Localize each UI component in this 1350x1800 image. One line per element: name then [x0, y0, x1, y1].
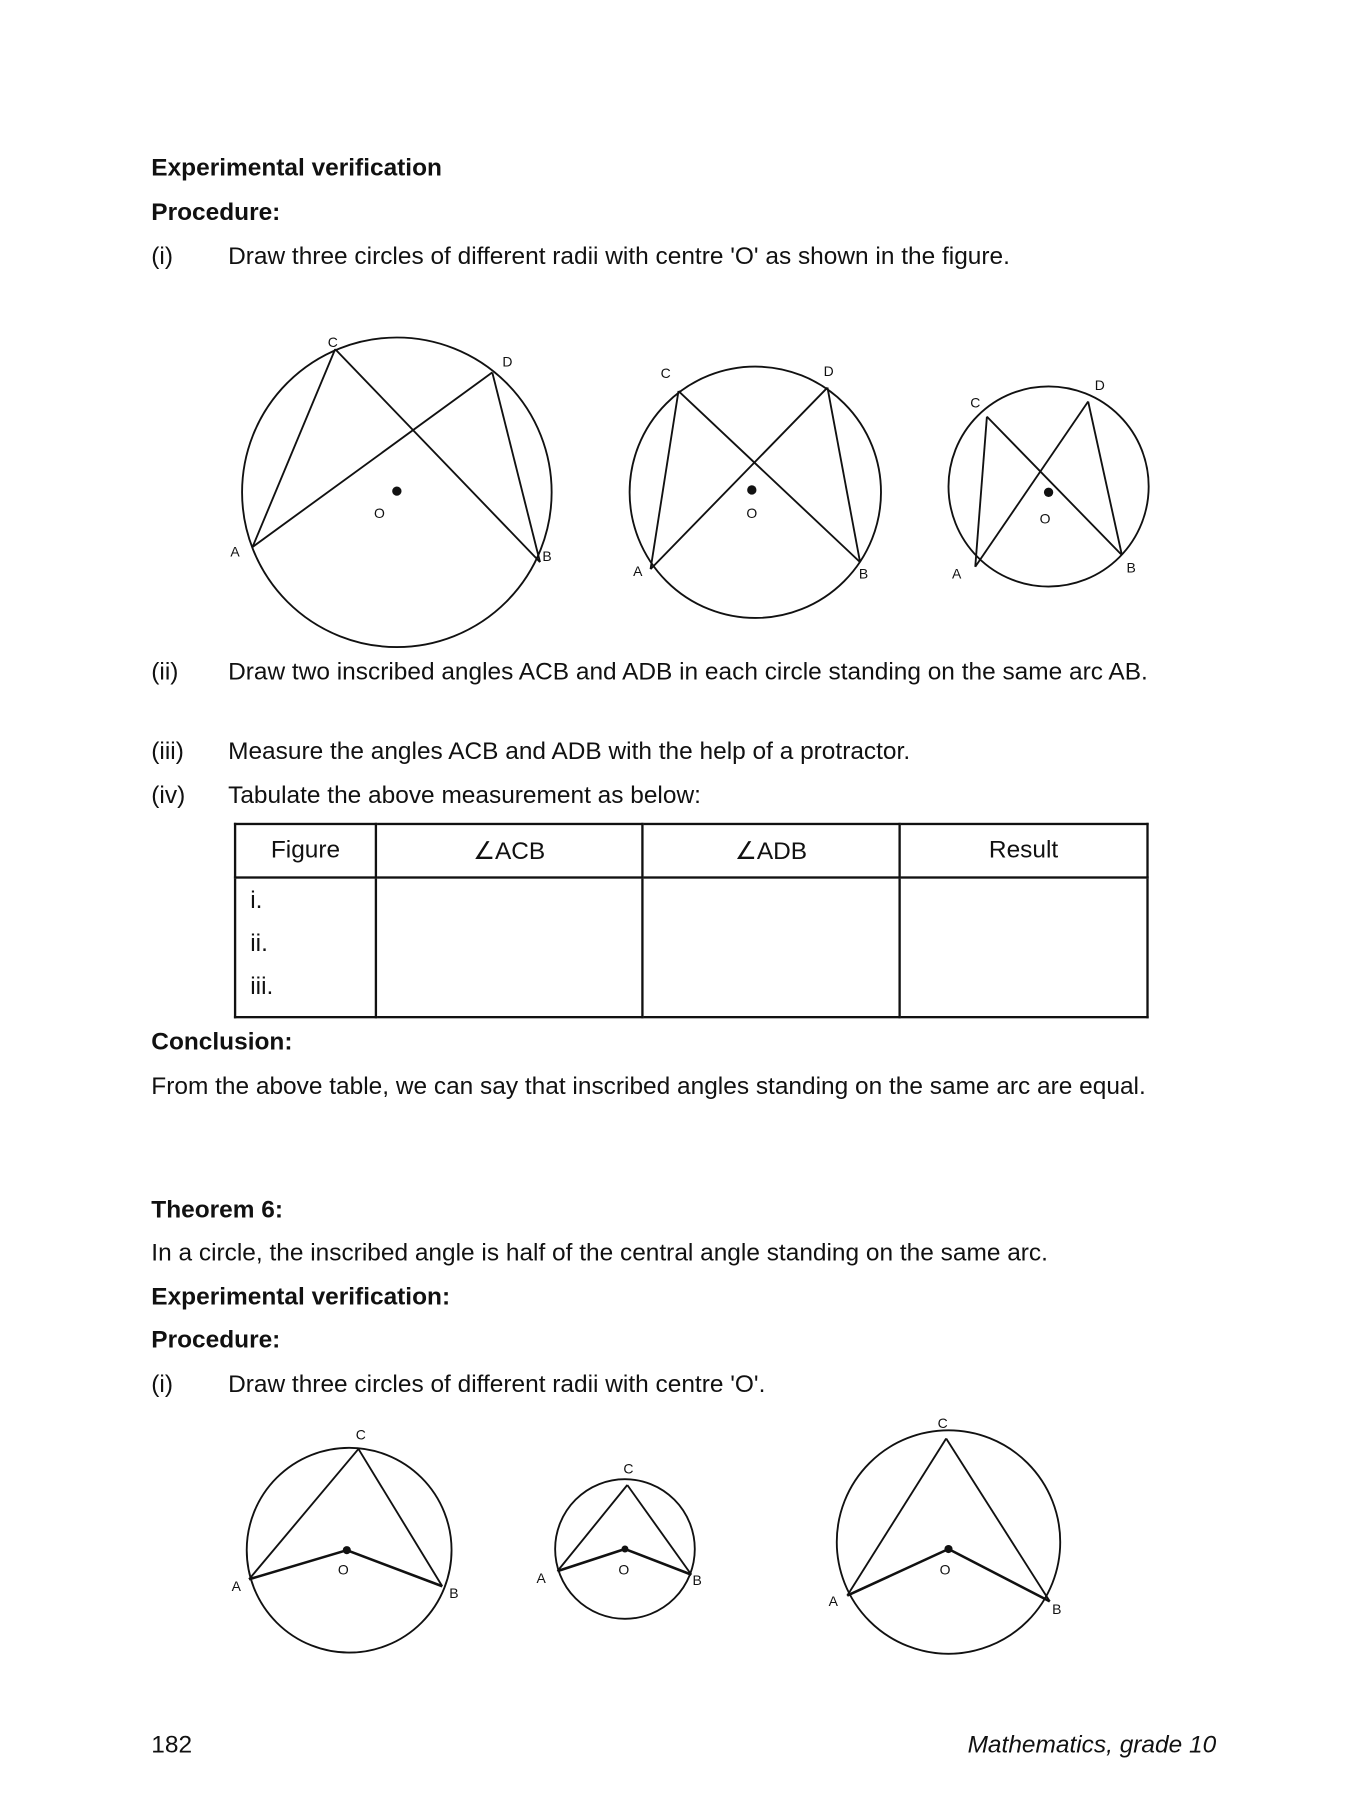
figure-1-circle-small [948, 377, 1148, 587]
centre-dot [944, 1545, 952, 1553]
label-a: A [536, 1569, 546, 1586]
section-heading: Experimental verification [151, 154, 442, 182]
row-label: ii. [250, 929, 268, 957]
acb-cell [376, 878, 643, 1018]
label-b: B [1052, 1601, 1062, 1618]
procedure-label: Procedure: [151, 1326, 281, 1354]
label-o: O [746, 504, 758, 521]
centre-dot [1044, 488, 1053, 497]
step-text: Draw three circles of different radii with centre 'O'. [228, 1370, 766, 1398]
label-b: B [449, 1584, 459, 1601]
step-text: Tabulate the above measurement as below: [228, 782, 701, 809]
label-o: O [618, 1561, 630, 1578]
label-c: C [970, 394, 981, 411]
centre-dot [392, 486, 401, 495]
figure-1-circle-large [230, 334, 551, 647]
conclusion-text: From the above table, we can say that inscribed angles standing on the same arc are equal. [151, 1073, 1146, 1100]
step-number: (ii) [151, 658, 179, 686]
theorem-heading: Theorem 6: [151, 1196, 284, 1224]
verification-label: Experimental verification: [151, 1283, 451, 1311]
procedure-label: Procedure: [151, 199, 281, 226]
label-c: C [355, 1426, 366, 1443]
label-c: C [937, 1414, 948, 1431]
label-a: A [828, 1593, 838, 1610]
label-b: B [692, 1572, 702, 1589]
result-cell [900, 878, 1148, 1018]
page-number: 182 [151, 1731, 193, 1759]
header-acb: ∠ACB [376, 824, 643, 878]
centre-dot [343, 1546, 351, 1554]
label-a: A [633, 563, 643, 580]
step-text: Measure the angles ACB and ADB with the help of a protractor. [228, 737, 911, 765]
centre-dot [621, 1546, 628, 1553]
step-number: (iv) [151, 782, 186, 809]
label-c: C [623, 1460, 634, 1477]
header-figure: Figure [235, 824, 376, 878]
label-a: A [230, 543, 240, 560]
figure-2-circle-1 [232, 1427, 459, 1653]
header-result: Result [900, 824, 1148, 878]
label-d: D [823, 362, 834, 379]
figure-cell [235, 878, 376, 1018]
label-o: O [939, 1561, 951, 1578]
label-o: O [1039, 510, 1051, 527]
step-number: (i) [151, 243, 174, 271]
adb-cell [642, 878, 899, 1018]
row-label: i. [250, 886, 263, 914]
label-b: B [858, 565, 869, 582]
step-text: Draw three circles of different radii with centre 'O' as shown in the figure. [228, 243, 1010, 271]
label-d: D [502, 353, 513, 370]
step-number: (iii) [151, 737, 184, 765]
label-c: C [660, 365, 671, 382]
book-title: Mathematics, grade 10 [967, 1731, 1217, 1759]
label-a: A [231, 1577, 241, 1594]
label-b: B [542, 547, 552, 564]
theorem-statement: In a circle, the inscribed angle is half of the central angle standing on the same arc. [151, 1239, 1048, 1267]
label-o: O [373, 504, 385, 521]
figure-2-circle-3 [829, 1415, 1062, 1654]
figure-2-circle-2 [537, 1460, 702, 1618]
step-number: (i) [151, 1370, 174, 1398]
label-c: C [327, 333, 338, 350]
header-adb: ∠ADB [642, 824, 899, 878]
step-text: Draw two inscribed angles ACB and ADB in each circle standing on the same arc AB. [228, 658, 1148, 686]
label-b: B [1126, 559, 1136, 576]
centre-dot [747, 485, 756, 494]
measurement-table [234, 823, 1149, 1019]
label-a: A [951, 565, 962, 582]
conclusion-label: Conclusion: [151, 1028, 293, 1056]
label-o: O [337, 1561, 349, 1578]
row-label: iii. [250, 972, 274, 1000]
figure-1-circle-medium [630, 363, 881, 618]
label-d: D [1094, 376, 1105, 393]
